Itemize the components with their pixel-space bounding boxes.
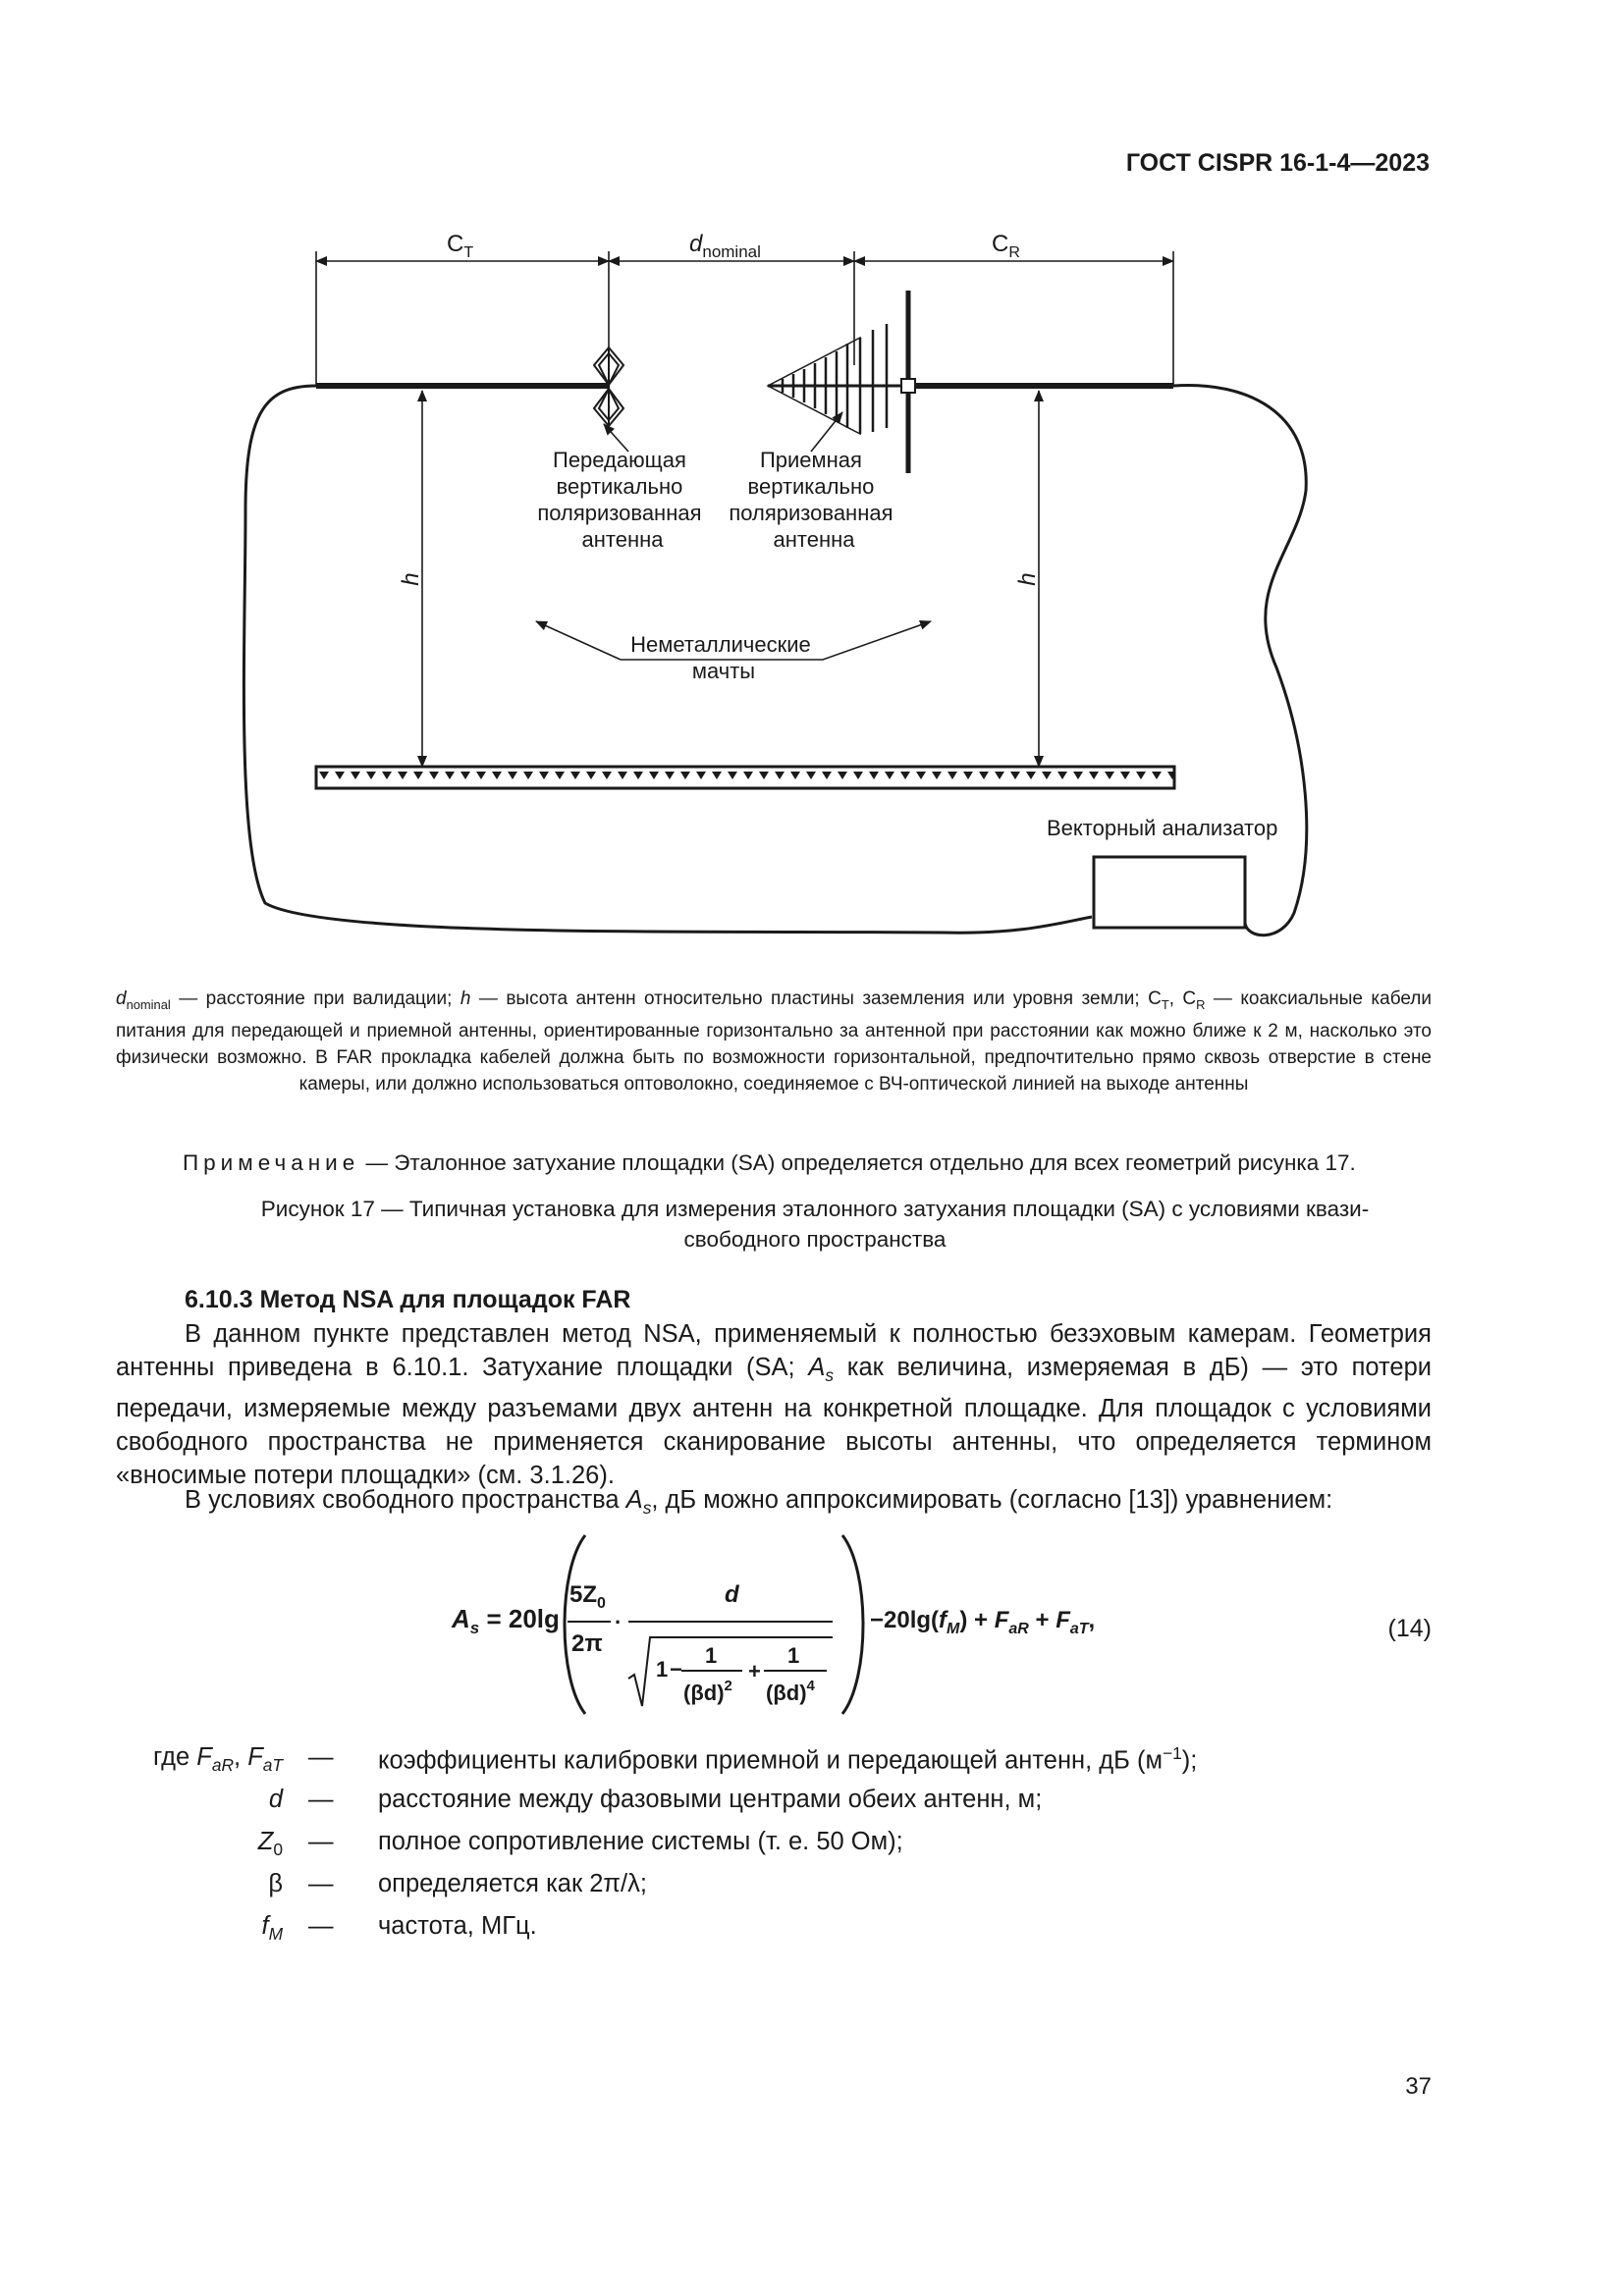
definition-desc: определяется как 2π/λ; <box>378 1870 647 1897</box>
formula-one: 1 <box>656 1657 669 1682</box>
definition-row <box>116 1912 1432 1954</box>
definition-row <box>116 1870 1432 1912</box>
formula-14 <box>448 1531 1135 1718</box>
note-label: Примечание <box>183 1150 360 1175</box>
paragraph-2 <box>116 1483 1432 1524</box>
legend-sym-d: d <box>116 988 127 1009</box>
equation-number: (14) <box>1387 1615 1432 1642</box>
rx-antenna-label: Приемная вертикально поляризованная антенна <box>729 448 893 552</box>
tx-antenna-label: Передающая вертикально поляризованная антенна <box>537 448 702 552</box>
ground-plane <box>316 767 1174 788</box>
formula-rhs: $-20\lg(f_M) + F_{aR} + F_{aT}$, <box>870 1607 1096 1637</box>
definition-symbol: $f_M$ <box>261 1912 283 1945</box>
formula-num2: d <box>725 1581 739 1608</box>
receive-antenna <box>768 291 915 473</box>
page-number: 37 <box>1405 2073 1432 2100</box>
mast-label: Неметаллические мачты <box>630 632 811 683</box>
definition-symbol: $Z_0$ <box>257 1828 283 1860</box>
caption-line1: Рисунок 17 — Типичная установка для измерения эталонного затухания площадки (SA) с условиями квази- <box>260 1197 1370 1221</box>
formula-right-paren <box>842 1535 863 1714</box>
definition-symbol: β <box>268 1870 283 1897</box>
legend-part3: , C <box>1168 988 1197 1009</box>
label-h-left: h <box>398 572 424 586</box>
caption-line2: свободного пространства <box>683 1227 947 1252</box>
formula-frac2-num: 1 <box>787 1643 800 1668</box>
definition-dash: — <box>308 1870 334 1897</box>
formula-plus: + <box>748 1659 761 1683</box>
analyzer-label: Векторный анализатор <box>1047 816 1278 840</box>
para2-sym: A <box>625 1486 643 1514</box>
label-ct: $C_T$ <box>447 231 474 261</box>
definition-row <box>116 1743 1432 1786</box>
measurement-setup-diagram <box>0 0 1624 962</box>
formula-den1: 2π <box>571 1630 603 1657</box>
definition-desc: коэффициенты калибровки приемной и передающей антенн, дБ $(м^{-1})$; <box>378 1743 1198 1775</box>
formula-num1: $5Z_0$ <box>569 1581 606 1612</box>
formula-lhs: $A_s = 20\lg$ <box>452 1604 560 1637</box>
dimension-lines <box>316 251 1173 387</box>
definitions-list <box>116 1743 1432 1954</box>
vector-analyzer-box <box>1094 857 1245 928</box>
legend-part1: — расстояние при валидации; <box>170 988 460 1009</box>
definition-dash: — <box>308 1743 334 1771</box>
paragraph-1 <box>116 1317 1432 1492</box>
legend-part4: — коаксиальные кабели питания для передающей и приемной антенны, ориентированные горизонтально за антенной при расстоянии как можно ближе к 2 м, насколько это физически возможно. В FAR прокладка кабелей должна быть по возможности горизонтальной, предпочтительно прямо сквозь отверстие в стене камеры, или должно использоваться оптоволокно, соединяемое с ВЧ-оптической линией на выходе антенны <box>116 988 1433 1095</box>
para1-text-a: В данном пункте представлен метод NSA, применяемый к полностью безэховым камерам. Геометрия антенны приведена в 6.10.1. Затухание площадки (SA; <box>116 1320 1432 1381</box>
figure-note <box>183 1148 1430 1178</box>
definition-symbol: d <box>268 1786 283 1813</box>
label-d-nominal: $d_{nominal}$ <box>689 231 761 261</box>
para2-sym-sub: s <box>642 1498 652 1519</box>
definition-row <box>116 1786 1432 1828</box>
height-arrows <box>422 391 1039 767</box>
label-cr: $C_R$ <box>992 231 1020 261</box>
legend-sym-h: h <box>460 988 471 1009</box>
definition-desc: полное сопротивление системы (т. е. 50 Ом); <box>378 1828 903 1855</box>
antenna-leaders <box>604 412 842 452</box>
legend-sym-d-sub: nominal <box>126 996 171 1012</box>
document-header: ГОСТ CISPR 16-1-4—2023 <box>1125 149 1430 177</box>
formula-frac1-num: 1 <box>705 1643 718 1668</box>
legend-sub-r: R <box>1196 996 1206 1012</box>
formula-left-paren <box>565 1535 585 1714</box>
para1-sym-sub: s <box>825 1365 835 1386</box>
svg-text:·: · <box>615 1610 623 1634</box>
para2-text-a: В условиях свободного пространства <box>185 1486 626 1514</box>
definition-dash: — <box>308 1828 334 1855</box>
definition-row <box>116 1828 1432 1870</box>
para2-text-b: , дБ можно аппроксимировать (согласно [13]) уравнением: <box>651 1486 1333 1514</box>
section-title: 6.10.3 Метод NSA для площадок FAR <box>185 1286 631 1313</box>
definition-dash: — <box>308 1912 334 1940</box>
label-h-right: h <box>1014 572 1041 586</box>
formula-frac1-den: $(\beta d)^2$ <box>683 1678 732 1705</box>
legend-sub-t: T <box>1161 996 1169 1012</box>
definition-symbol: где $F_{aR}$, $F_{aT}$ <box>152 1743 283 1776</box>
figure-legend <box>116 986 1432 1097</box>
note-text: — Эталонное затухание площадки (SA) определяется отдельно для всех геометрий рисунка 17. <box>359 1150 1356 1175</box>
formula-minus: − <box>670 1657 682 1682</box>
definition-desc: расстояние между фазовыми центрами обеих антенн, м; <box>378 1786 1043 1813</box>
para1-text-b: как величина, измеряемая в дБ) — это потери передачи, измеряемые между разъемами двух антенн на конкретной площадке. Для площадок с условиями свободного пространства не применяется сканирование высоты антенны, что определяется термином «вносимые потери площадки» (см. 3.1.26). <box>116 1354 1433 1490</box>
para1-sym: A <box>808 1354 826 1381</box>
legend-part2: — высота антенн относительно пластины заземления или уровня земли; C <box>470 988 1162 1009</box>
figure-caption <box>137 1194 1492 1255</box>
formula-frac2-den: $(\beta d)^4$ <box>766 1678 815 1705</box>
definition-dash: — <box>308 1786 334 1813</box>
definition-desc: частота, МГц. <box>378 1912 537 1940</box>
